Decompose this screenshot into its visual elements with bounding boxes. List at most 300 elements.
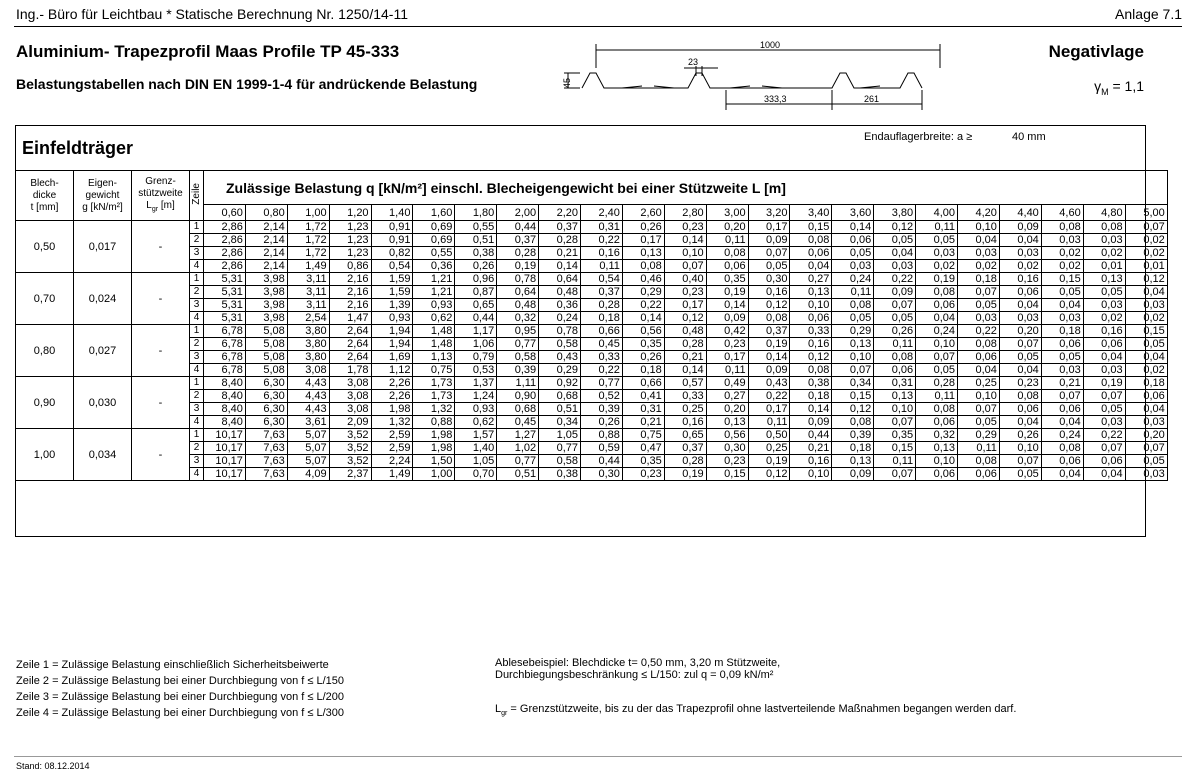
load-value-cell: 0,75 [622, 429, 664, 442]
load-value-cell: 0,33 [581, 351, 623, 364]
load-value-cell: 0,03 [1083, 299, 1125, 312]
load-value-cell: 0,32 [497, 312, 539, 325]
load-value-cell: 0,27 [790, 273, 832, 286]
load-value-cell: 0,26 [455, 260, 497, 273]
load-value-cell: 0,12 [748, 468, 790, 481]
load-value-cell: 1,32 [413, 403, 455, 416]
load-value-cell: 0,05 [832, 312, 874, 325]
load-value-cell: 0,04 [1125, 351, 1167, 364]
load-value-cell: 3,98 [245, 312, 287, 325]
dim-width: 1000 [760, 40, 781, 50]
table-row [16, 221, 1168, 234]
load-value-cell: 0,22 [622, 299, 664, 312]
load-value-cell: 1,78 [329, 364, 371, 377]
load-value-cell: 0,04 [1083, 351, 1125, 364]
load-value-cell: 0,01 [1083, 260, 1125, 273]
load-value-cell: 1,11 [497, 377, 539, 390]
load-value-cell: 0,28 [916, 377, 958, 390]
load-value-cell: 0,05 [1125, 455, 1167, 468]
load-value-cell: 5,31 [204, 286, 246, 299]
load-value-cell: 0,04 [999, 234, 1041, 247]
zeile-number: 4 [190, 260, 204, 273]
load-value-cell: 5,08 [245, 351, 287, 364]
load-value-cell: 4,43 [287, 377, 329, 390]
load-value-cell: 0,02 [1125, 234, 1167, 247]
load-value-cell: 2,86 [204, 247, 246, 260]
load-value-cell: 0,18 [832, 442, 874, 455]
load-value-cell: 0,19 [706, 286, 748, 299]
load-value-cell: 1,98 [413, 429, 455, 442]
load-value-cell: 0,11 [748, 416, 790, 429]
load-value-cell: 1,12 [371, 364, 413, 377]
load-value-cell: 0,06 [706, 260, 748, 273]
load-value-cell: 0,05 [1083, 286, 1125, 299]
load-value-cell: 0,16 [748, 286, 790, 299]
load-value-cell: 0,86 [329, 260, 371, 273]
load-value-cell: 0,08 [1041, 221, 1083, 234]
load-value-cell: 3,98 [245, 299, 287, 312]
load-value-cell: 2,54 [287, 312, 329, 325]
gamma-factor: $\gamma_M = 1,1$ [1094, 78, 1144, 97]
load-value-cell: 2,37 [329, 468, 371, 481]
table-row [16, 377, 1168, 390]
load-value-cell: 0,02 [958, 260, 1000, 273]
load-value-cell: 1,94 [371, 338, 413, 351]
load-value-cell: 0,12 [664, 312, 706, 325]
load-value-cell: 3,52 [329, 442, 371, 455]
load-value-cell: 0,93 [455, 403, 497, 416]
span-header: 0,60 [204, 205, 246, 221]
load-value-cell: 0,22 [1083, 429, 1125, 442]
load-value-cell: 0,35 [874, 429, 916, 442]
load-value-cell: 0,08 [958, 455, 1000, 468]
load-value-cell: 0,16 [581, 247, 623, 260]
load-value-cell: 0,02 [1083, 312, 1125, 325]
load-value-cell: 1,24 [455, 390, 497, 403]
load-value-cell: 0,75 [413, 364, 455, 377]
load-value-cell: 0,44 [790, 429, 832, 442]
load-value-cell: 0,13 [832, 338, 874, 351]
load-value-cell: 0,06 [790, 247, 832, 260]
load-value-cell: 1,00 [413, 468, 455, 481]
load-value-cell: 0,66 [581, 325, 623, 338]
load-value-cell: 0,10 [999, 442, 1041, 455]
load-value-cell: 10,17 [204, 455, 246, 468]
load-value-cell: 0,03 [958, 312, 1000, 325]
load-value-cell: 0,07 [664, 260, 706, 273]
document-title: Aluminium- Trapezprofil Maas Profile TP 45-333 [16, 42, 400, 61]
zeile-number: 3 [190, 403, 204, 416]
load-value-cell: 0,43 [539, 351, 581, 364]
load-value-cell: 0,04 [999, 299, 1041, 312]
load-value-cell: 0,04 [790, 260, 832, 273]
load-value-cell: 0,26 [581, 416, 623, 429]
load-value-cell: 0,04 [1041, 416, 1083, 429]
load-value-cell: 1,69 [371, 351, 413, 364]
load-value-cell: 0,91 [371, 221, 413, 234]
load-value-cell: 0,05 [1083, 403, 1125, 416]
load-value-cell: 0,10 [664, 247, 706, 260]
load-value-cell: 0,77 [497, 338, 539, 351]
load-value-cell: 0,34 [832, 377, 874, 390]
load-value-cell: 8,40 [204, 403, 246, 416]
load-value-cell: 1,40 [455, 442, 497, 455]
load-value-cell: 0,10 [958, 390, 1000, 403]
load-value-cell: 0,13 [832, 455, 874, 468]
load-value-cell: 0,03 [1125, 416, 1167, 429]
load-value-cell: 2,09 [329, 416, 371, 429]
load-value-cell: 0,62 [455, 416, 497, 429]
load-value-cell: 0,14 [664, 364, 706, 377]
load-value-cell: 2,16 [329, 299, 371, 312]
load-value-cell: 0,02 [916, 260, 958, 273]
load-value-cell: 0,11 [916, 390, 958, 403]
load-value-cell: 1,32 [371, 416, 413, 429]
load-value-cell: 0,03 [1083, 416, 1125, 429]
zeile-number: 2 [190, 442, 204, 455]
load-value-cell: 3,98 [245, 286, 287, 299]
load-value-cell: 0,07 [999, 338, 1041, 351]
load-value-cell: 8,40 [204, 390, 246, 403]
load-value-cell: 0,16 [1083, 325, 1125, 338]
load-value-cell: 0,43 [748, 377, 790, 390]
load-value-cell: 0,14 [832, 221, 874, 234]
load-value-cell: 0,22 [958, 325, 1000, 338]
load-value-cell: 0,11 [958, 442, 1000, 455]
zeile-number: 1 [190, 221, 204, 234]
load-value-cell: 0,47 [622, 442, 664, 455]
zeile-number: 4 [190, 416, 204, 429]
load-value-cell: 0,44 [497, 221, 539, 234]
load-value-cell: 1,05 [455, 455, 497, 468]
load-value-cell: 0,04 [958, 234, 1000, 247]
load-value-cell: 0,03 [1083, 364, 1125, 377]
load-value-cell: 0,22 [748, 390, 790, 403]
zeile-legend-4: Zeile 4 = Zulässige Belastung bei einer Durchbiegung von f ≤ L/300 [16, 707, 344, 719]
load-value-cell: 7,63 [245, 455, 287, 468]
table-row [16, 273, 1168, 286]
load-value-cell: 0,32 [916, 429, 958, 442]
load-value-cell: 0,15 [706, 468, 748, 481]
load-value-cell: 0,31 [622, 403, 664, 416]
load-value-cell: 0,08 [790, 234, 832, 247]
load-value-cell: 1,06 [455, 338, 497, 351]
load-value-cell: 6,78 [204, 351, 246, 364]
load-value-cell: 0,24 [1041, 429, 1083, 442]
eigengewicht-cell: 0,027 [74, 325, 132, 377]
load-value-cell: 0,09 [874, 286, 916, 299]
load-value-cell: 5,08 [245, 364, 287, 377]
load-value-cell: 0,07 [958, 403, 1000, 416]
load-value-cell: 1,73 [413, 377, 455, 390]
load-value-cell: 0,06 [832, 234, 874, 247]
col-header-main: Zulässige Belastung q [kN/m²] einschl. Blecheigengewicht bei einer Stützweite L [m] [204, 171, 1168, 205]
load-value-cell: 0,04 [1041, 468, 1083, 481]
section-title: Einfeldträger [22, 138, 134, 158]
load-value-cell: 0,03 [916, 247, 958, 260]
load-value-cell: 0,56 [706, 429, 748, 442]
load-value-cell: 0,33 [790, 325, 832, 338]
load-value-cell: 0,12 [790, 351, 832, 364]
load-value-cell: 0,15 [832, 390, 874, 403]
load-value-cell: 0,05 [916, 234, 958, 247]
eigengewicht-cell: 0,030 [74, 377, 132, 429]
load-value-cell: 3,80 [287, 351, 329, 364]
zeile-number: 2 [190, 234, 204, 247]
load-value-cell: 0,20 [706, 403, 748, 416]
load-value-cell: 0,18 [622, 364, 664, 377]
load-value-cell: 1,21 [413, 286, 455, 299]
load-value-cell: 0,38 [790, 377, 832, 390]
load-value-cell: 0,03 [832, 260, 874, 273]
zeile-number: 3 [190, 351, 204, 364]
load-value-cell: 0,24 [539, 312, 581, 325]
load-value-cell: 0,14 [706, 299, 748, 312]
load-value-cell: 0,39 [832, 429, 874, 442]
load-value-cell: 0,48 [497, 299, 539, 312]
load-value-cell: 0,51 [539, 403, 581, 416]
load-value-cell: 0,03 [999, 247, 1041, 260]
load-value-cell: 0,08 [832, 416, 874, 429]
load-value-cell: 0,05 [1125, 338, 1167, 351]
load-value-cell: 6,30 [245, 416, 287, 429]
load-value-cell: 1,49 [287, 260, 329, 273]
load-value-cell: 0,07 [748, 247, 790, 260]
load-value-cell: 0,22 [874, 273, 916, 286]
col-header-grenzstuetzweite: Grenz- stützweite $L_{gr}$ [m] [132, 171, 190, 221]
load-value-cell: 1,98 [371, 403, 413, 416]
load-value-cell: 0,08 [790, 364, 832, 377]
load-value-cell: 0,09 [999, 221, 1041, 234]
load-value-cell: 0,53 [455, 364, 497, 377]
blechdicke-cell: 0,50 [16, 221, 74, 273]
load-value-cell: 0,39 [497, 364, 539, 377]
span-header: 3,80 [874, 205, 916, 221]
load-value-cell: 0,18 [958, 273, 1000, 286]
zeile-legend-1: Zeile 1 = Zulässige Belastung einschließlich Sicherheitsbeiwerte [16, 659, 329, 671]
zeile-number: 4 [190, 468, 204, 481]
load-value-cell: 0,64 [497, 286, 539, 299]
load-value-cell: 0,19 [1083, 377, 1125, 390]
span-header: 1,20 [329, 205, 371, 221]
grenzstuetzweite-cell: - [132, 377, 190, 429]
load-value-cell: 0,77 [539, 442, 581, 455]
load-value-cell: 0,34 [539, 416, 581, 429]
load-value-cell: 0,07 [1125, 442, 1167, 455]
load-value-cell: 0,18 [790, 390, 832, 403]
load-value-cell: 0,02 [1083, 247, 1125, 260]
load-value-cell: 2,26 [371, 377, 413, 390]
col-header-zeile: Zeile [190, 171, 204, 221]
load-value-cell: 0,95 [497, 325, 539, 338]
load-value-cell: 0,04 [999, 364, 1041, 377]
load-value-cell: 0,10 [874, 403, 916, 416]
load-value-cell: 0,18 [581, 312, 623, 325]
endauflager-label: Endauflagerbreite: a ≥ [864, 131, 973, 143]
load-value-cell: 0,55 [455, 221, 497, 234]
load-value-cell: 5,07 [287, 429, 329, 442]
load-value-cell: 8,40 [204, 377, 246, 390]
load-value-cell: 0,38 [539, 468, 581, 481]
load-value-cell: 0,07 [999, 455, 1041, 468]
load-value-cell: 0,04 [874, 247, 916, 260]
span-header: 0,80 [245, 205, 287, 221]
load-value-cell: 0,16 [999, 273, 1041, 286]
load-value-cell: 0,58 [497, 351, 539, 364]
load-value-cell: 0,03 [1125, 468, 1167, 481]
span-header: 2,40 [581, 205, 623, 221]
load-value-cell: 0,30 [581, 468, 623, 481]
load-value-cell: 0,66 [622, 377, 664, 390]
load-value-cell: 0,38 [455, 247, 497, 260]
load-value-cell: 0,28 [497, 247, 539, 260]
load-value-cell: 0,26 [874, 325, 916, 338]
load-value-cell: 0,21 [539, 247, 581, 260]
load-value-cell: 0,05 [748, 260, 790, 273]
load-value-cell: 0,05 [874, 312, 916, 325]
load-value-cell: 0,23 [664, 221, 706, 234]
load-value-cell: 5,07 [287, 442, 329, 455]
load-value-cell: 0,06 [1083, 455, 1125, 468]
load-value-cell: 0,11 [581, 260, 623, 273]
load-value-cell: 2,86 [204, 234, 246, 247]
load-value-cell: 0,24 [832, 273, 874, 286]
load-value-cell: 1,23 [329, 221, 371, 234]
blechdicke-cell: 0,90 [16, 377, 74, 429]
load-value-cell: 0,26 [622, 221, 664, 234]
load-value-cell: 0,19 [748, 455, 790, 468]
table-row [16, 429, 1168, 442]
load-value-cell: 0,02 [1125, 312, 1167, 325]
load-value-cell: 1,49 [371, 468, 413, 481]
load-value-cell: 0,09 [748, 234, 790, 247]
load-value-cell: 0,03 [1041, 234, 1083, 247]
load-value-cell: 0,13 [790, 286, 832, 299]
grenzstuetzweite-cell: - [132, 429, 190, 481]
load-value-cell: 0,14 [664, 234, 706, 247]
load-value-cell: 0,44 [581, 455, 623, 468]
load-value-cell: 0,04 [1125, 403, 1167, 416]
load-value-cell: 1,17 [455, 325, 497, 338]
load-value-cell: 3,11 [287, 273, 329, 286]
load-value-cell: 5,31 [204, 273, 246, 286]
load-value-cell: 0,31 [874, 377, 916, 390]
load-value-cell: 0,16 [790, 338, 832, 351]
load-value-cell: 0,23 [622, 468, 664, 481]
load-value-cell: 0,11 [874, 338, 916, 351]
load-value-cell: 3,80 [287, 338, 329, 351]
load-value-cell: 0,08 [622, 260, 664, 273]
load-value-cell: 0,29 [622, 286, 664, 299]
span-header: 4,60 [1041, 205, 1083, 221]
load-value-cell: 0,54 [581, 273, 623, 286]
load-value-cell: 0,02 [1041, 247, 1083, 260]
load-value-cell: 0,37 [497, 234, 539, 247]
col-header-eigengewicht: Eigen- gewicht g [kN/m²] [74, 171, 132, 221]
load-value-cell: 1,48 [413, 325, 455, 338]
zeile-number: 3 [190, 247, 204, 260]
load-value-cell: 3,08 [329, 390, 371, 403]
span-header: 2,80 [664, 205, 706, 221]
load-value-cell: 0,16 [790, 455, 832, 468]
load-value-cell: 0,04 [958, 364, 1000, 377]
load-value-cell: 0,77 [497, 455, 539, 468]
zeile-number: 1 [190, 273, 204, 286]
load-value-cell: 0,26 [622, 351, 664, 364]
load-table [15, 170, 1168, 481]
load-value-cell: 1,48 [413, 338, 455, 351]
load-value-cell: 0,05 [958, 416, 1000, 429]
load-value-cell: 0,35 [706, 273, 748, 286]
load-value-cell: 5,31 [204, 299, 246, 312]
load-value-cell: 8,40 [204, 416, 246, 429]
load-value-cell: 0,23 [706, 338, 748, 351]
zeile-number: 4 [190, 312, 204, 325]
load-value-cell: 0,09 [706, 312, 748, 325]
load-value-cell: 3,61 [287, 416, 329, 429]
load-value-cell: 0,24 [916, 325, 958, 338]
load-value-cell: 0,03 [1083, 234, 1125, 247]
load-value-cell: 0,06 [916, 416, 958, 429]
load-value-cell: 1,50 [413, 455, 455, 468]
load-value-cell: 0,05 [874, 234, 916, 247]
load-value-cell: 0,49 [706, 377, 748, 390]
load-value-cell: 1,23 [329, 247, 371, 260]
span-header: 2,00 [497, 205, 539, 221]
load-value-cell: 0,08 [916, 286, 958, 299]
header-divider [14, 26, 1182, 27]
load-value-cell: 0,08 [916, 403, 958, 416]
load-value-cell: 0,45 [581, 338, 623, 351]
load-value-cell: 0,65 [455, 299, 497, 312]
load-value-cell: 0,03 [874, 260, 916, 273]
load-value-cell: 0,20 [999, 325, 1041, 338]
span-header: 2,20 [539, 205, 581, 221]
load-value-cell: 0,78 [497, 273, 539, 286]
load-value-cell: 0,04 [916, 312, 958, 325]
load-value-cell: 0,22 [581, 234, 623, 247]
load-value-cell: 0,10 [916, 338, 958, 351]
load-value-cell: 0,08 [1041, 442, 1083, 455]
load-value-cell: 0,07 [1083, 442, 1125, 455]
load-value-cell: 0,03 [999, 312, 1041, 325]
load-value-cell: 0,90 [497, 390, 539, 403]
load-value-cell: 0,06 [999, 403, 1041, 416]
load-value-cell: 0,02 [1041, 260, 1083, 273]
load-value-cell: 0,06 [958, 468, 1000, 481]
load-value-cell: 0,02 [999, 260, 1041, 273]
load-value-cell: 0,14 [539, 260, 581, 273]
load-value-cell: 0,25 [664, 403, 706, 416]
load-value-cell: 1,23 [329, 234, 371, 247]
load-value-cell: 0,11 [874, 455, 916, 468]
load-value-cell: 0,06 [916, 468, 958, 481]
load-value-cell: 0,07 [916, 351, 958, 364]
span-header: 1,00 [287, 205, 329, 221]
load-value-cell: 1,72 [287, 247, 329, 260]
load-value-cell: 10,17 [204, 468, 246, 481]
load-value-cell: 0,28 [664, 338, 706, 351]
load-value-cell: 0,37 [539, 221, 581, 234]
load-value-cell: 0,37 [748, 325, 790, 338]
load-value-cell: 0,14 [622, 312, 664, 325]
load-value-cell: 0,15 [1041, 273, 1083, 286]
variant-label: Negativlage [1048, 42, 1144, 61]
load-value-cell: 0,17 [706, 351, 748, 364]
load-value-cell: 2,24 [371, 455, 413, 468]
load-value-cell: 1,59 [371, 273, 413, 286]
span-header: 3,00 [706, 205, 748, 221]
